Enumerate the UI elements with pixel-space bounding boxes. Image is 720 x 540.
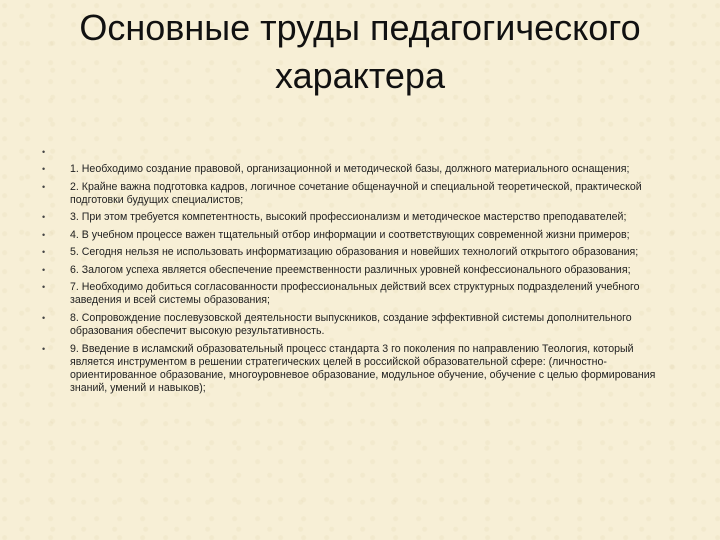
bullet-text: 8. Сопровождение послевузовской деятельности выпускников, создание эффективной системы дополнительного образования обеспечит высокую результативность. xyxy=(70,311,632,338)
bullet-text: 6. Залогом успеха является обеспечение преемственности различных уровней конфессионального образования; xyxy=(70,263,631,276)
slide-title-line-2: характера xyxy=(275,55,445,96)
bullet-icon: • xyxy=(42,264,46,275)
bullet-text: 2. Крайне важна подготовка кадров, логичное сочетание общенаучной и специальной теоретической, практической подготовки будущих специалистов; xyxy=(70,180,642,206)
bullet-icon: • xyxy=(42,181,46,192)
bullet-text: 1. Необходимо создание правовой, организационной и методической базы, должного материального оснащения; xyxy=(70,163,630,175)
bullet-item-9 xyxy=(40,343,680,396)
slide-title-line-1: Основные труды педагогического xyxy=(79,7,641,48)
bullet-text: 7. Необходимо добиться согласованности профессиональных действий всех структурных подразделений учебного заведения и всей системы образования; xyxy=(70,281,640,307)
bullet-item-6 xyxy=(40,264,680,277)
bullet-icon: • xyxy=(42,247,46,258)
bullet-item-7 xyxy=(40,281,680,307)
bullet-item-5 xyxy=(40,246,680,259)
bullet-icon: • xyxy=(42,229,46,240)
bullet-item-empty xyxy=(40,146,680,159)
bullet-text: 3. При этом требуется компетентность, высокий профессионализм и методическое мастерство преподавателей; xyxy=(70,211,627,224)
bullet-item-8 xyxy=(40,312,680,338)
bullet-icon: • xyxy=(42,212,46,223)
bullet-icon: • xyxy=(42,164,46,174)
bullet-icon: • xyxy=(42,282,46,293)
bullet-text: 9. Введение в исламский образовательный процесс стандарта 3 го поколения по направлению Теология, который является инструментом в решении стратегических целей в российской образовательной сфере: (личностно-ориентированное образование, многоуровневое образование, модульное обучение, обучение с целью формирования знаний, умений и навыков); xyxy=(70,342,656,395)
bullet-icon: • xyxy=(42,147,46,157)
bullet-item-1 xyxy=(40,163,680,176)
bullet-text: 5. Сегодня нельзя не использовать информатизацию образования и новейших технологий открытого образования; xyxy=(70,246,639,259)
slide-title xyxy=(0,4,720,100)
bullet-icon: • xyxy=(42,312,46,323)
bullet-item-2 xyxy=(40,181,680,207)
bullet-item-4 xyxy=(40,229,680,242)
bullet-text: 4. В учебном процессе важен тщательный отбор информации и соответствующих современной жизни примеров; xyxy=(70,228,630,241)
bullet-list xyxy=(40,146,680,400)
bullet-icon: • xyxy=(42,343,46,354)
bullet-item-3 xyxy=(40,211,680,224)
